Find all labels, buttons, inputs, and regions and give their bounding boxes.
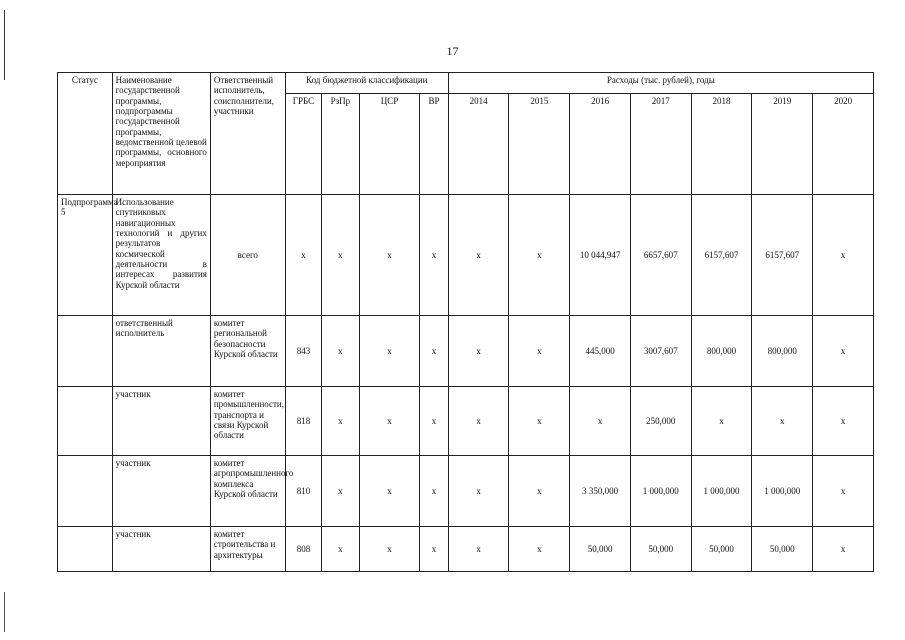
- header-status: Статус: [58, 73, 113, 195]
- row-value-2017: 6657,607: [630, 195, 691, 316]
- row-grbs: x: [285, 195, 321, 316]
- row-value-2018: 1 000,000: [691, 456, 752, 527]
- row-status: [58, 316, 113, 387]
- row-value-2020: x: [813, 195, 874, 316]
- row-value-2018: x: [691, 387, 752, 456]
- row-executor: комитет промышленности, транспорта и связи Курской области: [210, 387, 285, 456]
- row-status: [58, 387, 113, 456]
- budget-table: [57, 72, 874, 572]
- row-csr: x: [359, 527, 420, 572]
- header-name: Наименование государственной программы, подпрограммы государственной программы, ведомственной целевой программы, основного мероприятия: [112, 73, 210, 195]
- row-value-2016: 10 044,947: [570, 195, 631, 316]
- row-value-2020: x: [813, 456, 874, 527]
- row-value-2020: x: [813, 387, 874, 456]
- header-year: 2014: [448, 94, 509, 195]
- row-value-2017: 250,000: [630, 387, 691, 456]
- row-rzpr: x: [322, 456, 359, 527]
- row-rzpr: x: [322, 387, 359, 456]
- row-vr: x: [420, 527, 448, 572]
- row-status: [58, 527, 113, 572]
- page-number: 17: [446, 44, 459, 58]
- row-value-2015: x: [509, 387, 570, 456]
- row-value-2018: 800,000: [691, 316, 752, 387]
- header-code-vr: ВР: [420, 94, 448, 195]
- header-year: 2018: [691, 94, 752, 195]
- row-value-2017: 50,000: [630, 527, 691, 572]
- row-csr: x: [359, 456, 420, 527]
- row-vr: x: [420, 195, 448, 316]
- row-value-2016: x: [570, 387, 631, 456]
- row-name: участник: [112, 387, 210, 456]
- row-value-2014: x: [448, 527, 509, 572]
- header-executor: Ответственный исполнитель, соисполнители, участники: [210, 73, 285, 195]
- row-value-2019: 6157,607: [752, 195, 813, 316]
- row-executor: комитет агропромышленного комплекса Курской области: [210, 456, 285, 527]
- table-header-row: [58, 73, 874, 94]
- row-vr: x: [420, 316, 448, 387]
- row-value-2014: x: [448, 456, 509, 527]
- row-value-2019: x: [752, 387, 813, 456]
- header-year: 2016: [570, 94, 631, 195]
- row-name: Использование спутниковых навигационных технологий и других результатов космической деятельности в интересах развития Курской области: [112, 195, 210, 316]
- row-csr: x: [359, 195, 420, 316]
- row-grbs: 843: [285, 316, 321, 387]
- row-csr: x: [359, 387, 420, 456]
- row-executor: комитет строительства и архитектуры: [210, 527, 285, 572]
- row-value-2014: x: [448, 195, 509, 316]
- header-year: 2015: [509, 94, 570, 195]
- row-value-2015: x: [509, 527, 570, 572]
- row-value-2016: 445,000: [570, 316, 631, 387]
- row-value-2015: x: [509, 316, 570, 387]
- row-value-2020: x: [813, 316, 874, 387]
- row-name: участник: [112, 527, 210, 572]
- row-rzpr: x: [322, 316, 359, 387]
- header-year: 2017: [630, 94, 691, 195]
- row-grbs: 810: [285, 456, 321, 527]
- table-row: [58, 456, 874, 527]
- row-value-2019: 800,000: [752, 316, 813, 387]
- row-vr: x: [420, 456, 448, 527]
- row-name: участник: [112, 456, 210, 527]
- row-status: [58, 456, 113, 527]
- row-value-2017: 3007,607: [630, 316, 691, 387]
- row-value-2016: 3 350,000: [570, 456, 631, 527]
- page-edge-mark: [4, 592, 5, 632]
- header-budget-code: Код бюджетной классификации: [285, 73, 448, 94]
- row-grbs: 818: [285, 387, 321, 456]
- row-grbs: 808: [285, 527, 321, 572]
- table-row: [58, 387, 874, 456]
- row-value-2014: x: [448, 387, 509, 456]
- header-code-csr: ЦСР: [359, 94, 420, 195]
- header-code-rzpr: РзПр: [322, 94, 359, 195]
- row-value-2019: 50,000: [752, 527, 813, 572]
- row-status: Подпрограмма 5: [58, 195, 113, 316]
- header-code-grbs: ГРБС: [285, 94, 321, 195]
- table-row: [58, 195, 874, 316]
- row-value-2020: x: [813, 527, 874, 572]
- row-vr: x: [420, 387, 448, 456]
- header-year: 2020: [813, 94, 874, 195]
- row-value-2017: 1 000,000: [630, 456, 691, 527]
- row-value-2016: 50,000: [570, 527, 631, 572]
- table-row: [58, 316, 874, 387]
- row-executor: всего: [210, 195, 285, 316]
- row-value-2014: x: [448, 316, 509, 387]
- row-value-2018: 6157,607: [691, 195, 752, 316]
- row-rzpr: x: [322, 527, 359, 572]
- row-value-2018: 50,000: [691, 527, 752, 572]
- row-rzpr: x: [322, 195, 359, 316]
- row-value-2015: x: [509, 195, 570, 316]
- row-csr: x: [359, 316, 420, 387]
- row-executor: комитет региональной безопасности Курской области: [210, 316, 285, 387]
- row-value-2019: 1 000,000: [752, 456, 813, 527]
- header-expenses: Расходы (тыс. рублей), годы: [448, 73, 873, 94]
- header-year: 2019: [752, 94, 813, 195]
- table-row: [58, 527, 874, 572]
- row-name: ответственный исполнитель: [112, 316, 210, 387]
- row-value-2015: x: [509, 456, 570, 527]
